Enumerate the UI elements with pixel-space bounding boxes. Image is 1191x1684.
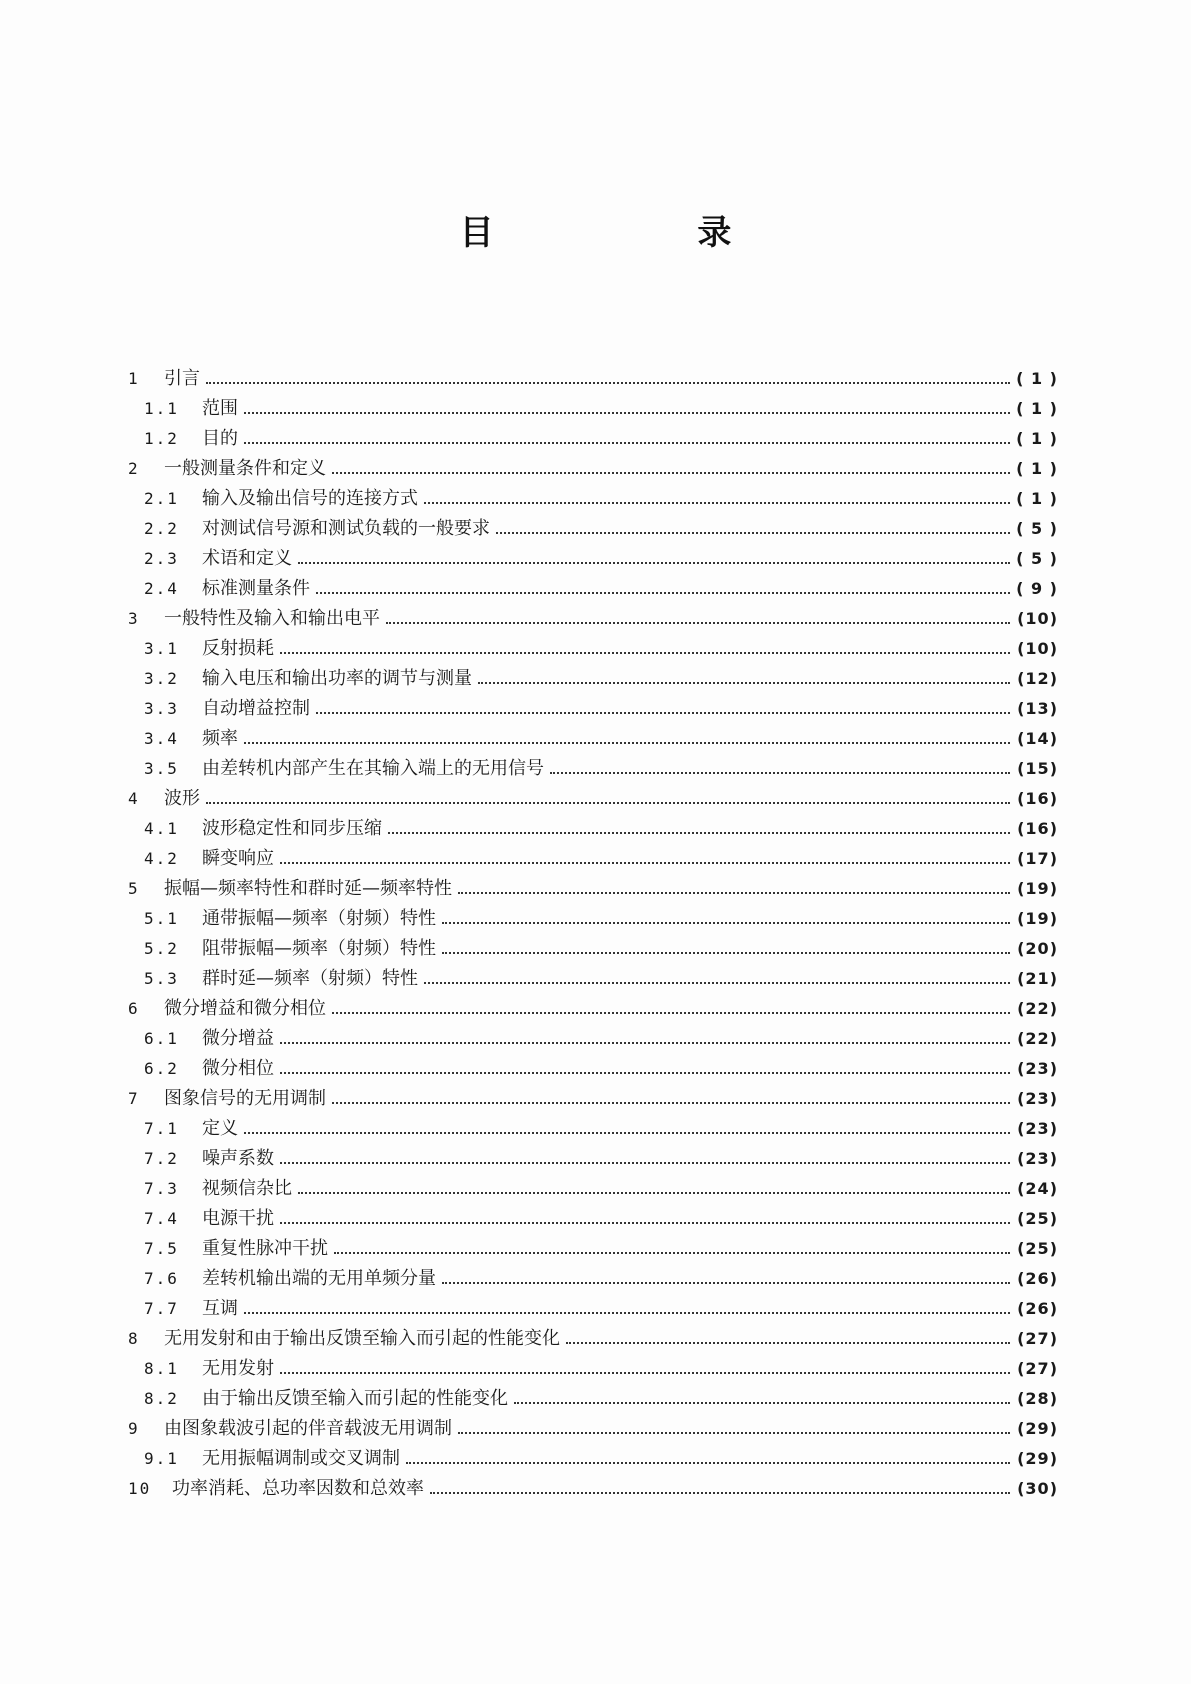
toc-dot-leader: [244, 440, 1010, 444]
toc-entry-number: 1.1: [144, 399, 179, 418]
toc-entry-page: (25): [1017, 1239, 1058, 1258]
toc-entry[interactable]: [128, 1204, 1058, 1234]
toc-entry-title: 波形稳定性和同步压缩: [202, 818, 382, 839]
toc-entry[interactable]: [128, 754, 1058, 784]
toc-entry-page: ( 9 ): [1016, 579, 1058, 598]
toc-entry-page: (19): [1017, 909, 1058, 928]
toc-entry[interactable]: [128, 784, 1058, 814]
toc-dot-leader: [332, 1100, 1010, 1104]
toc-entry-number: 4: [128, 789, 140, 808]
toc-entry-title: 振幅—频率特性和群时延—频率特性: [164, 878, 452, 899]
toc-entry-page: (26): [1017, 1269, 1058, 1288]
toc-entry[interactable]: [128, 1024, 1058, 1054]
toc-entry[interactable]: [128, 1474, 1058, 1504]
toc-entry-title: 引言: [164, 368, 200, 389]
toc-dot-leader: [478, 680, 1010, 684]
toc-entry-title: 通带振幅—频率（射频）特性: [202, 908, 436, 929]
toc-entry-number: 3.5: [144, 759, 179, 778]
toc-entry-number: 3.1: [144, 639, 179, 658]
toc-dot-leader: [244, 740, 1010, 744]
toc-entry-title: 由于输出反馈至输入而引起的性能变化: [202, 1388, 508, 1409]
toc-entry-number: 2.4: [144, 579, 179, 598]
toc-entry[interactable]: [128, 964, 1058, 994]
toc-entry-page: (29): [1017, 1449, 1058, 1468]
toc-dot-leader: [316, 710, 1010, 714]
toc-entry-number: 7: [128, 1089, 140, 1108]
toc-entry-page: (30): [1017, 1479, 1058, 1498]
toc-entry[interactable]: [128, 394, 1058, 424]
toc-entry-page: (26): [1017, 1299, 1058, 1318]
toc-entry-page: (23): [1017, 1089, 1058, 1108]
toc-entry-number: 9.1: [144, 1449, 179, 1468]
toc-entry-page: (13): [1017, 699, 1058, 718]
toc-entry-title: 功率消耗、总功率因数和总效率: [172, 1478, 424, 1499]
toc-entry[interactable]: [128, 364, 1058, 394]
toc-dot-leader: [280, 860, 1010, 864]
toc-dot-leader: [566, 1340, 1010, 1344]
toc-entry[interactable]: [128, 1444, 1058, 1474]
toc-dot-leader: [244, 410, 1010, 414]
toc-entry-page: ( 1 ): [1016, 429, 1058, 448]
toc-entry-title: 重复性脉冲干扰: [202, 1238, 328, 1259]
toc-entry-page: (22): [1017, 1029, 1058, 1048]
toc-entry-title: 无用发射和由于输出反馈至输入而引起的性能变化: [164, 1328, 560, 1349]
toc-dot-leader: [430, 1490, 1010, 1494]
toc-entry-title: 自动增益控制: [202, 698, 310, 719]
toc-entry[interactable]: [128, 604, 1058, 634]
toc-entry-number: 3: [128, 609, 140, 628]
toc-entry-title: 输入电压和输出功率的调节与测量: [202, 668, 472, 689]
toc-entry-number: 8.1: [144, 1359, 179, 1378]
toc-dot-leader: [386, 620, 1010, 624]
toc-entry-page: (22): [1017, 999, 1058, 1018]
toc-entry-number: 1.2: [144, 429, 179, 448]
toc-dot-leader: [298, 1190, 1010, 1194]
toc-entry-title: 微分增益和微分相位: [164, 998, 326, 1019]
toc-entry-title: 图象信号的无用调制: [164, 1088, 326, 1109]
toc-entry-number: 6.1: [144, 1029, 179, 1048]
toc-dot-leader: [332, 1010, 1010, 1014]
toc-entry-title: 频率: [202, 728, 238, 749]
toc-entry-page: (10): [1017, 639, 1058, 658]
toc-entry-page: (12): [1017, 669, 1058, 688]
toc-dot-leader: [458, 1430, 1010, 1434]
toc-dot-leader: [280, 1220, 1010, 1224]
toc-entry-page: ( 1 ): [1016, 459, 1058, 478]
toc-entry-title: 互调: [202, 1298, 238, 1319]
toc-entry-page: (23): [1017, 1059, 1058, 1078]
toc-entry-page: (15): [1017, 759, 1058, 778]
toc-entry-page: (29): [1017, 1419, 1058, 1438]
toc-entry[interactable]: [128, 1414, 1058, 1444]
table-of-contents: [128, 364, 1058, 1504]
toc-entry[interactable]: [128, 874, 1058, 904]
toc-entry-number: 5.2: [144, 939, 179, 958]
toc-dot-leader: [514, 1400, 1010, 1404]
toc-entry-title: 对测试信号源和测试负载的一般要求: [202, 518, 490, 539]
toc-dot-leader: [496, 530, 1010, 534]
toc-entry-number: 7.5: [144, 1239, 179, 1258]
toc-entry-page: (16): [1017, 789, 1058, 808]
toc-entry-number: 5.3: [144, 969, 179, 988]
toc-entry-number: 3.2: [144, 669, 179, 688]
toc-entry[interactable]: [128, 484, 1058, 514]
toc-entry[interactable]: [128, 1234, 1058, 1264]
toc-dot-leader: [334, 1250, 1010, 1254]
toc-entry-number: 4.1: [144, 819, 179, 838]
toc-entry-page: ( 5 ): [1016, 519, 1058, 538]
toc-entry-number: 3.3: [144, 699, 179, 718]
toc-entry-title: 由差转机内部产生在其输入端上的无用信号: [202, 758, 544, 779]
toc-entry-title: 微分相位: [202, 1058, 274, 1079]
toc-entry[interactable]: [128, 694, 1058, 724]
toc-entry-title: 由图象载波引起的伴音载波无用调制: [164, 1418, 452, 1439]
toc-entry-title: 无用发射: [202, 1358, 274, 1379]
toc-dot-leader: [298, 560, 1010, 564]
toc-entry-number: 2.3: [144, 549, 179, 568]
toc-entry[interactable]: [128, 844, 1058, 874]
toc-entry[interactable]: [128, 1324, 1058, 1354]
toc-entry[interactable]: [128, 454, 1058, 484]
toc-entry[interactable]: [128, 1174, 1058, 1204]
toc-entry-title: 无用振幅调制或交叉调制: [202, 1448, 400, 1469]
toc-entry-number: 7.4: [144, 1209, 179, 1228]
toc-entry-page: ( 1 ): [1016, 489, 1058, 508]
toc-entry-page: (16): [1017, 819, 1058, 838]
toc-dot-leader: [316, 590, 1010, 594]
toc-entry-title: 瞬变响应: [202, 848, 274, 869]
toc-entry[interactable]: [128, 1054, 1058, 1084]
toc-entry-title: 差转机输出端的无用单频分量: [202, 1268, 436, 1289]
toc-dot-leader: [424, 500, 1010, 504]
toc-entry-title: 输入及输出信号的连接方式: [202, 488, 418, 509]
toc-entry[interactable]: [128, 514, 1058, 544]
toc-dot-leader: [332, 470, 1010, 474]
toc-entry-page: (28): [1017, 1389, 1058, 1408]
toc-entry[interactable]: [128, 1294, 1058, 1324]
toc-dot-leader: [280, 1040, 1010, 1044]
toc-entry[interactable]: [128, 814, 1058, 844]
toc-entry-title: 范围: [202, 398, 238, 419]
toc-entry-number: 7.3: [144, 1179, 179, 1198]
toc-entry-title: 视频信杂比: [202, 1178, 292, 1199]
toc-entry-number: 6: [128, 999, 140, 1018]
toc-entry-number: 5: [128, 879, 140, 898]
toc-entry-title: 电源干扰: [202, 1208, 274, 1229]
toc-entry[interactable]: [128, 1384, 1058, 1414]
toc-dot-leader: [406, 1460, 1010, 1464]
toc-entry[interactable]: [128, 994, 1058, 1024]
toc-entry-page: (10): [1017, 609, 1058, 628]
toc-entry-title: 阻带振幅—频率（射频）特性: [202, 938, 436, 959]
toc-entry-page: (27): [1017, 1359, 1058, 1378]
toc-entry-title: 微分增益: [202, 1028, 274, 1049]
toc-entry-number: 8.2: [144, 1389, 179, 1408]
toc-entry-title: 反射损耗: [202, 638, 274, 659]
toc-entry[interactable]: [128, 1114, 1058, 1144]
toc-entry-title: 目的: [202, 428, 238, 449]
toc-entry[interactable]: [128, 934, 1058, 964]
toc-entry-number: 2.1: [144, 489, 179, 508]
toc-entry-title: 群时延—频率（射频）特性: [202, 968, 418, 989]
toc-entry-page: (23): [1017, 1119, 1058, 1138]
toc-entry[interactable]: [128, 424, 1058, 454]
toc-dot-leader: [550, 770, 1010, 774]
toc-entry-number: 1: [128, 369, 140, 388]
toc-entry-page: ( 1 ): [1016, 369, 1058, 388]
toc-dot-leader: [244, 1310, 1010, 1314]
toc-entry-number: 3.4: [144, 729, 179, 748]
toc-entry-number: 7.7: [144, 1299, 179, 1318]
toc-entry-number: 6.2: [144, 1059, 179, 1078]
toc-dot-leader: [280, 1160, 1010, 1164]
toc-entry-number: 8: [128, 1329, 140, 1348]
toc-dot-leader: [280, 1370, 1010, 1374]
toc-entry-title: 定义: [202, 1118, 238, 1139]
toc-dot-leader: [442, 1280, 1010, 1284]
toc-entry-title: 术语和定义: [202, 548, 292, 569]
toc-dot-leader: [442, 920, 1010, 924]
toc-dot-leader: [244, 1130, 1010, 1134]
toc-entry[interactable]: [128, 574, 1058, 604]
toc-entry-page: ( 5 ): [1016, 549, 1058, 568]
toc-dot-leader: [388, 830, 1010, 834]
toc-dot-leader: [424, 980, 1010, 984]
toc-entry-title: 波形: [164, 788, 200, 809]
page-title: 目 录: [459, 213, 828, 253]
toc-entry-page: (21): [1017, 969, 1058, 988]
toc-entry[interactable]: [128, 1264, 1058, 1294]
toc-entry-title: 一般特性及输入和输出电平: [164, 608, 380, 629]
toc-entry-number: 9: [128, 1419, 140, 1438]
toc-entry-title: 噪声系数: [202, 1148, 274, 1169]
toc-entry-page: ( 1 ): [1016, 399, 1058, 418]
toc-entry-number: 2.2: [144, 519, 179, 538]
toc-dot-leader: [458, 890, 1010, 894]
toc-dot-leader: [206, 800, 1010, 804]
toc-entry[interactable]: [128, 634, 1058, 664]
toc-entry[interactable]: [128, 664, 1058, 694]
toc-entry[interactable]: [128, 1354, 1058, 1384]
toc-entry-page: (14): [1017, 729, 1058, 748]
toc-entry-page: (23): [1017, 1149, 1058, 1168]
toc-dot-leader: [442, 950, 1010, 954]
toc-entry[interactable]: [128, 904, 1058, 934]
toc-entry-number: 10: [128, 1479, 152, 1498]
toc-entry-page: (25): [1017, 1209, 1058, 1228]
toc-entry-page: (17): [1017, 849, 1058, 868]
toc-entry-number: 7.6: [144, 1269, 179, 1288]
toc-entry-number: 4.2: [144, 849, 179, 868]
toc-entry-title: 标准测量条件: [202, 578, 310, 599]
toc-entry-page: (19): [1017, 879, 1058, 898]
toc-entry-title: 一般测量条件和定义: [164, 458, 326, 479]
toc-dot-leader: [206, 380, 1010, 384]
toc-entry-number: 2: [128, 459, 140, 478]
toc-entry[interactable]: [128, 544, 1058, 574]
toc-entry-number: 7.2: [144, 1149, 179, 1168]
toc-entry[interactable]: [128, 1144, 1058, 1174]
toc-entry[interactable]: [128, 724, 1058, 754]
toc-entry-number: 5.1: [144, 909, 179, 928]
toc-entry-number: 7.1: [144, 1119, 179, 1138]
toc-dot-leader: [280, 1070, 1010, 1074]
toc-entry-page: (27): [1017, 1329, 1058, 1348]
toc-entry[interactable]: [128, 1084, 1058, 1114]
toc-entry-page: (20): [1017, 939, 1058, 958]
toc-dot-leader: [280, 650, 1010, 654]
toc-entry-page: (24): [1017, 1179, 1058, 1198]
